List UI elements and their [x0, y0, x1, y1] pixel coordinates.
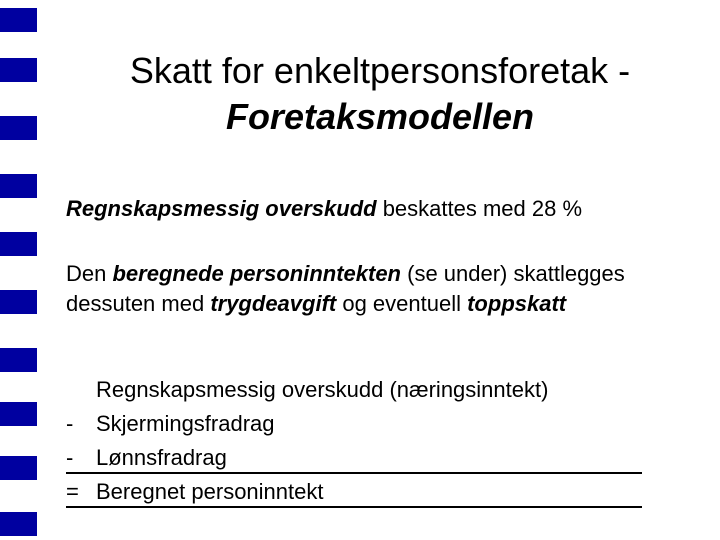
calculation-row [66, 477, 646, 511]
paragraph-text: Den [66, 261, 113, 286]
paragraph-text: (se under) skattlegges dessuten med [66, 261, 625, 316]
underline-divider [66, 472, 642, 474]
sidebar-square [0, 348, 37, 372]
sidebar-square [0, 232, 37, 256]
underline-divider [66, 506, 642, 508]
sidebar-square [0, 58, 37, 82]
term-beregnede-personinntekten: beregnede personinntekten [112, 261, 401, 286]
decorative-sidebar [0, 0, 40, 540]
paragraph-text: beskattes med 28 % [376, 196, 583, 221]
sidebar-square [0, 290, 37, 314]
sidebar-square [0, 402, 37, 426]
term-toppskatt: toppskatt [467, 291, 567, 316]
sidebar-square [0, 174, 37, 198]
title-line-1: Skatt for enkeltpersonsforetak - [129, 50, 631, 91]
slide-title [60, 48, 700, 140]
calculation-label: Beregnet personinntekt [96, 479, 324, 504]
calculation-sign: - [66, 411, 74, 436]
sidebar-square [0, 116, 37, 140]
calculation-block [66, 375, 646, 511]
paragraph-text: og eventuell [336, 291, 468, 316]
title-line-2: Foretaksmodellen [225, 96, 535, 137]
calculation-label: Skjermingsfradrag [96, 411, 275, 436]
calculation-label: Lønnsfradrag [96, 445, 227, 470]
calculation-row [66, 409, 646, 443]
calculation-row [66, 375, 646, 409]
paragraph-personinntekt [66, 259, 686, 319]
calculation-row [66, 443, 646, 477]
term-regnskapsmessig-overskudd: Regnskapsmessig overskudd [66, 196, 377, 221]
sidebar-square [0, 8, 37, 32]
paragraph-tax-rate [66, 194, 686, 224]
sidebar-square [0, 512, 37, 536]
calculation-sign: = [66, 479, 79, 504]
calculation-sign: - [66, 445, 74, 470]
sidebar-square [0, 456, 37, 480]
calculation-label: Regnskapsmessig overskudd (næringsinntekt) [96, 377, 549, 402]
term-trygdeavgift: trygdeavgift [210, 291, 337, 316]
